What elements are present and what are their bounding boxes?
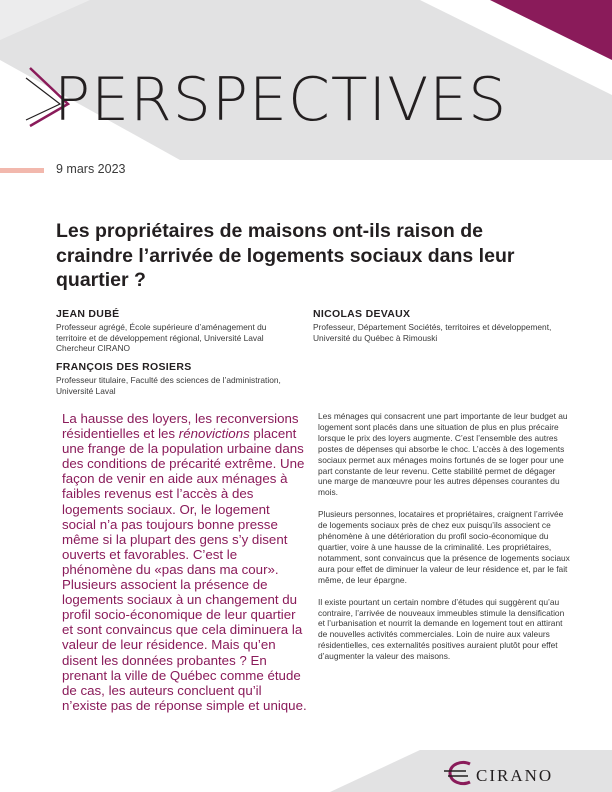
- accent-bar: [0, 168, 44, 173]
- body-paragraph: Il existe pourtant un certain nombre d’études qui suggèrent qu’au contraire, l’arrivée de nouveaux immeubles stimule la densification et l’urbanisation et nourrit la demande en logement tout en attirant de nouvelles activités commerciales. Loin de nuire aux valeurs résidentielles, ces externalités positives auraient plutôt pour effet d’augmenter la valeur des maisons.: [318, 596, 565, 662]
- body-paragraph: Plusieurs personnes, locataires et propriétaires, craignent l’arrivée de logements sociaux près de chez eux puisqu’ils associent ce phénomène à une détérioration du profil socio-économique du quartier, voire à une hausse de la criminalité. Les propriétaires, notamment, sont convaincus que la présence de logements sociaux aura pour effet de diminuer la valeur de leur résidence et, par le fait même, de leur épargne.: [318, 509, 570, 585]
- article-title: Les propriétaires de maisons ont-ils raison de craindre l’arrivée de logements sociaux dans leur quartier ?: [56, 220, 515, 291]
- affiliation-line: Université du Québec à Rimouski: [313, 332, 438, 343]
- summary-column: [62, 411, 307, 713]
- brand-title: PERSPECTIVES: [54, 65, 508, 135]
- author-block-des-rosiers: [56, 361, 306, 396]
- author-name: FRANÇOIS DES ROSIERS: [56, 361, 192, 373]
- cirano-logo-text: CIRANO: [476, 766, 554, 785]
- affiliation-line: Université Laval: [56, 385, 116, 396]
- author-name: NICOLAS DEVAUX: [313, 308, 411, 320]
- author-affiliation: [313, 322, 593, 343]
- author-affiliation: [56, 375, 306, 396]
- affiliation-line: Chercheur CIRANO: [56, 343, 131, 354]
- summary-emphasis: rénovictions: [178, 426, 250, 442]
- body-column: [318, 411, 570, 662]
- body-paragraph: Les ménages qui consacrent une part importante de leur budget au logement sont placés dans une situation de plus en plus précaire lorsque le prix des loyers augmente. C’est l’ensemble des autres postes de dépenses qui absorbe le choc. L’accès à des logements sociaux permet aux ménages moins fortunés de se loger pour une part constante de leur revenu. Cette stabilité permet de dégager une marge de manœuvre pour les autres dépenses courantes du mois.: [318, 411, 568, 498]
- affiliation-line: Professeur agrégé, École supérieure d’aménagement du: [56, 322, 267, 332]
- affiliation-line: Professeur titulaire, Faculté des sciences de l’administration,: [56, 375, 281, 385]
- author-name: JEAN DUBÉ: [56, 308, 120, 320]
- author-block-devaux: [313, 308, 593, 343]
- author-block-dube: [56, 308, 296, 354]
- affiliation-line: Professeur, Département Sociétés, territoires et développement,: [313, 322, 552, 332]
- author-affiliation: [56, 322, 296, 354]
- publication-date: 9 mars 2023: [56, 162, 126, 176]
- summary-text: La hausse des loyers, les reconversions résidentielles et les: [62, 411, 299, 442]
- summary-text: placent une frange de la population urbaine dans des conditions de précarité extrême. Une façon de venir en aide aux ménages à faibles revenus est l’accès à des logements sociaux. Or, le logement social n’a pas toujours bonne presse même si la plupart des gens s’y disent ouverts et favorables. C’est le phénomène du «pas dans ma cour». Plusieurs associent la présence de logements sociaux à un changement du profil socio-économique de leur quartier et sont convaincus que cela diminuera la valeur de leur résidence. Mais qu’en disent les données probantes ? En prenant la ville de Québec comme étude de cas, les auteurs concluent qu’il n’existe pas de réponse simple et unique.: [62, 426, 307, 713]
- affiliation-line: territoire et de développement régional, Université Laval: [56, 332, 264, 343]
